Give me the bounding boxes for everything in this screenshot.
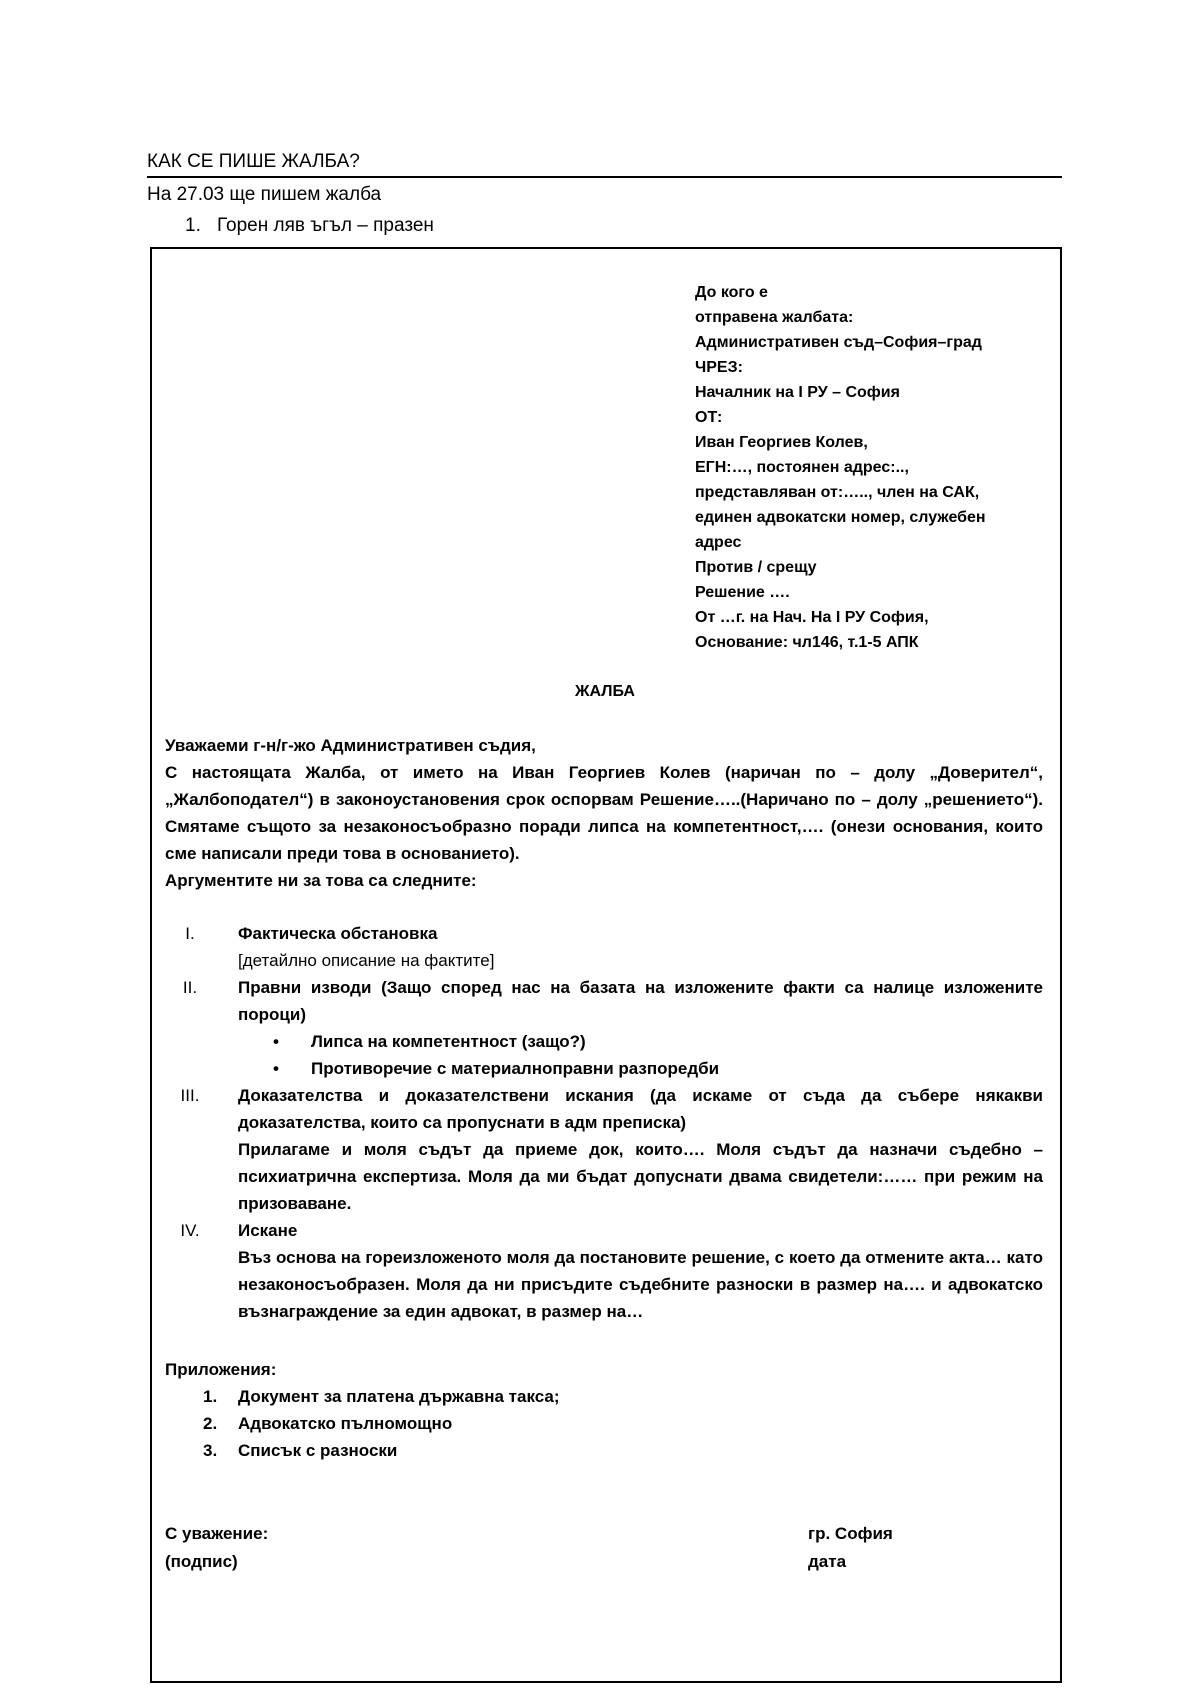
addressee-line: Против / срещу xyxy=(695,559,817,576)
bullet-text: Липса на компетентност (защо?) xyxy=(311,1032,586,1051)
addressee-line: Иван Георгиев Колев, xyxy=(695,434,868,451)
section-title: Искане xyxy=(238,1221,298,1240)
place-date-block xyxy=(808,1520,893,1576)
signature-block xyxy=(165,1520,268,1576)
section-item xyxy=(165,974,1043,1028)
bullet-text: Противоречие с материалноправни разпоредби xyxy=(311,1059,720,1078)
section-title: Доказателства и доказателствени искания (да искаме от съда да събере някакви доказателства, които са пропуснати в адм преписка) xyxy=(238,1086,1043,1132)
section-number: IV. xyxy=(180,1221,200,1240)
addressee-line: отправена жалбата: xyxy=(695,309,854,326)
attachment-number: 3. xyxy=(203,1441,218,1460)
section-text: Прилагаме и моля съдът да приеме док, които…. Моля съдът да назначи съдебно – психиатрична експертиза. Моля да ми бъдат допуснати двама свидетели:…… при режим на призоваване. xyxy=(238,1140,1043,1213)
page-heading-title: КАК СЕ ПИШЕ ЖАЛБА? xyxy=(147,150,1062,178)
bullet-item xyxy=(165,1028,1043,1055)
step-text: Горен ляв ъгъл – празен xyxy=(217,215,434,236)
date-label: дата xyxy=(808,1552,847,1571)
attachment-text: Списък с разноски xyxy=(238,1441,398,1460)
page-heading-step xyxy=(185,214,434,238)
addressee-line: представляван от:….., член на САК, xyxy=(695,484,980,501)
step-number: 1. xyxy=(185,215,201,236)
section-item xyxy=(165,1217,1043,1325)
addressee-line: ЕГН:…, постоянен адрес:.., xyxy=(695,459,909,476)
section-title: Фактическа обстановка xyxy=(238,924,438,943)
addressee-line: От …г. на Нач. На I РУ София, xyxy=(695,609,929,626)
addressee-block xyxy=(695,280,1035,655)
section-text: Въз основа на гореизложеното моля да постановите решение, с което да отмените акта… като незаконосъобразен. Моля да ни присъдите съдебните разноски в размер на…. и адвокатско възнаграждение за един адвокат, в размер на… xyxy=(238,1248,1043,1321)
section-number: II. xyxy=(182,978,198,997)
addressee-line: Основание: чл146, т.1-5 АПК xyxy=(695,634,919,651)
section-item xyxy=(165,920,1043,974)
addressee-line: До кого е xyxy=(695,284,768,301)
attachments-heading: Приложения: xyxy=(165,1360,277,1379)
addressee-line: ОТ: xyxy=(695,409,723,426)
bullet-icon: • xyxy=(273,1059,279,1078)
arguments-intro: Аргументите ни за това са следните: xyxy=(165,871,477,890)
addressee-line: Началник на I РУ – София xyxy=(695,384,900,401)
section-number: III. xyxy=(180,1086,200,1105)
attachments-block xyxy=(165,1356,560,1464)
page-heading-subtitle: На 27.03 ще пишем жалба xyxy=(147,184,382,205)
section-number: I. xyxy=(185,924,195,943)
addressee-line: ЧРЕЗ: xyxy=(695,359,743,376)
addressee-line: адрес xyxy=(695,534,742,551)
attachment-item xyxy=(165,1383,560,1410)
section-title: Правни изводи (Защо според нас на базата на изложените факти са налице изложените пороци) xyxy=(238,978,1043,1024)
attachment-text: Документ за платена държавна такса; xyxy=(238,1387,560,1406)
city-text: гр. София xyxy=(808,1524,893,1543)
section-item xyxy=(165,1082,1043,1217)
signature-label: (подпис) xyxy=(165,1552,238,1571)
regards-text: С уважение: xyxy=(165,1524,269,1543)
document-title: ЖАЛБА xyxy=(575,683,635,700)
addressee-line: единен адвокатски номер, служебен xyxy=(695,509,986,526)
attachment-item xyxy=(165,1410,560,1437)
sections-list xyxy=(165,920,1043,1325)
salutation: Уважаеми г-н/г-жо Административен съдия, xyxy=(165,736,536,755)
attachment-text: Адвокатско пълномощно xyxy=(238,1414,453,1433)
addressee-line: Административен съд–София–град xyxy=(695,334,982,351)
addressee-line: Решение …. xyxy=(695,584,790,601)
intro-paragraph: С настоящата Жалба, от името на Иван Георгиев Колев (наричан по – долу „Доверител“, „Жалбоподател“) в законоустановения срок оспорвам Решение…..(Наричано по – долу „решението“). Смятаме същото за незаконосъобразно поради липса на компетентност,…. (онези основания, които сме написали преди това в основанието). xyxy=(165,763,1043,863)
bullet-item xyxy=(165,1055,1043,1082)
attachment-item xyxy=(165,1437,560,1464)
bullet-icon: • xyxy=(273,1032,279,1051)
section-text: [детайлно описание на фактите] xyxy=(238,951,495,970)
attachment-number: 1. xyxy=(203,1387,218,1406)
document-body xyxy=(165,732,1043,894)
attachment-number: 2. xyxy=(203,1414,218,1433)
